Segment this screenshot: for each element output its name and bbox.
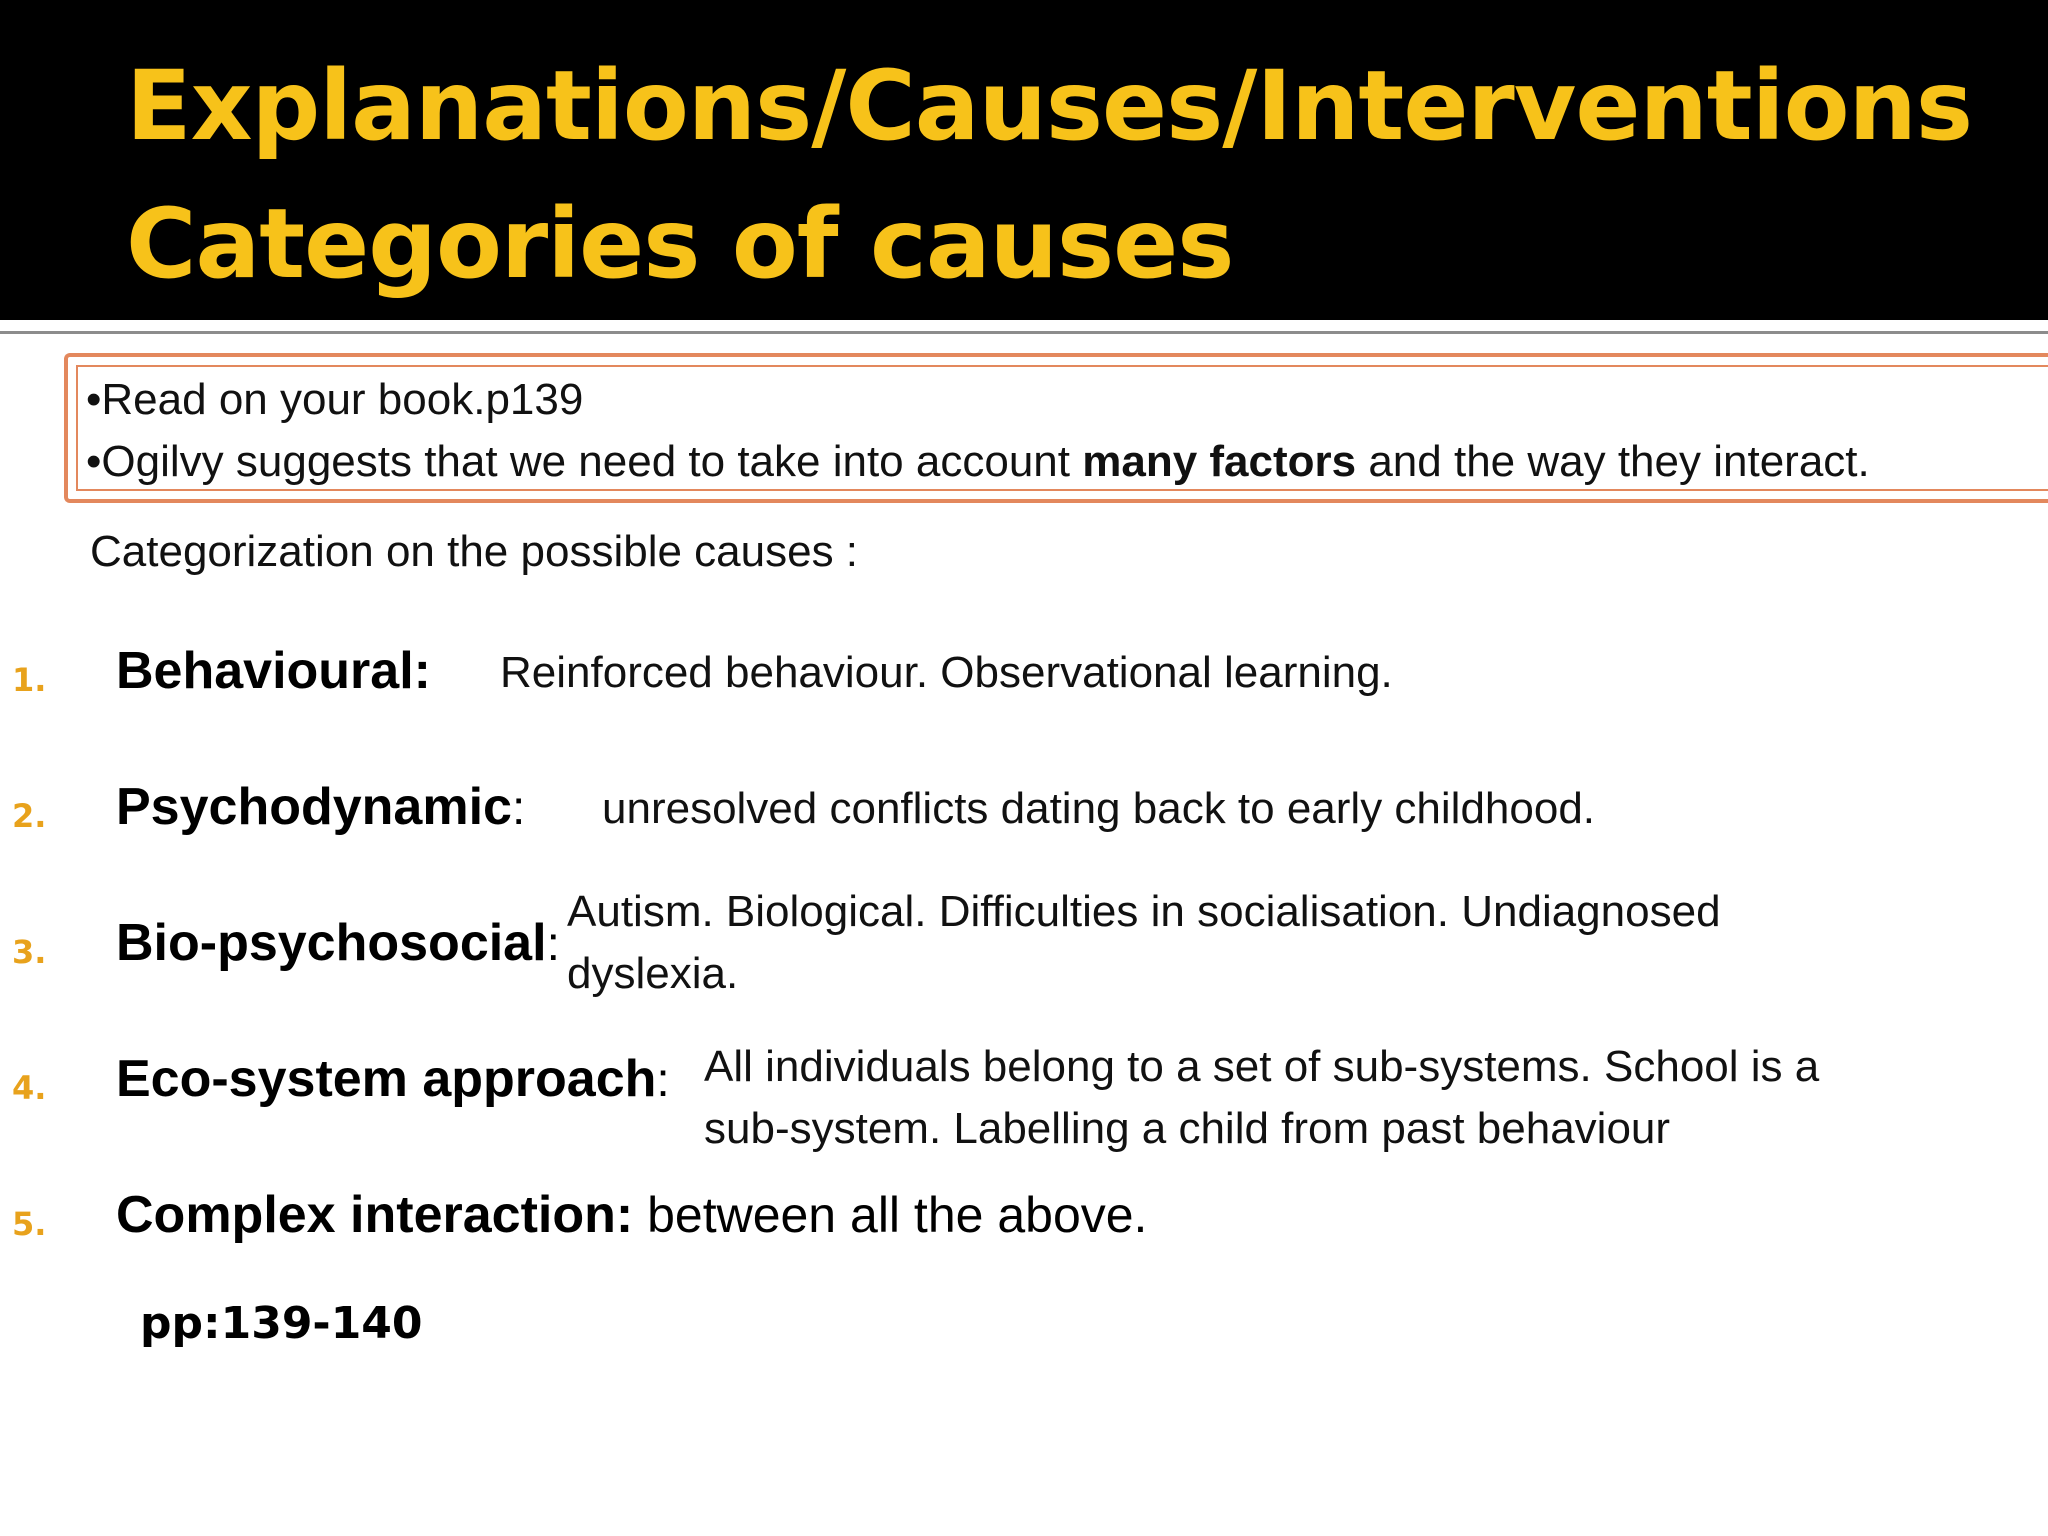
list-description-eco-system-approach — [704, 1036, 1819, 1160]
description-line-1: Reinforced behaviour. Observational learning. — [500, 648, 1393, 697]
description-line-1: Autism. Biological. Difficulties in socialisation. Undiagnosed — [567, 887, 1721, 936]
list-number-5: 5. — [12, 1205, 47, 1243]
reading-note-emphasis: many factors — [1082, 437, 1357, 486]
slide-title-line-2: Categories of causes — [126, 188, 1234, 300]
list-term-bio-psychosocial — [116, 914, 560, 972]
list-description-complex-interaction: between all the above. — [633, 1187, 1148, 1243]
reading-note-line-2 — [86, 437, 1870, 486]
list-number-2: 2. — [12, 797, 47, 835]
title-bar — [0, 0, 2048, 320]
reading-note-text-end: and the way they interact. — [1356, 437, 1870, 486]
list-number-4: 4. — [12, 1069, 47, 1107]
list-term-eco-system-approach — [116, 1050, 670, 1108]
list-term-colon: : — [546, 918, 560, 971]
list-description-behavioural — [500, 642, 1393, 704]
list-term-text: Psychodynamic — [116, 778, 512, 836]
list-term-text: Bio-psychosocial — [116, 914, 547, 972]
list-description-bio-psychosocial — [567, 881, 1721, 1005]
page-reference: pp:139-140 — [140, 1298, 423, 1349]
list-term-psychodynamic — [116, 778, 526, 836]
list-number-1: 1. — [12, 661, 47, 699]
list-term-colon: : — [656, 1054, 670, 1107]
list-description-psychodynamic — [602, 778, 1595, 840]
list-term-text: Behavioural: — [116, 642, 431, 700]
description-line-1: All individuals belong to a set of sub-systems. School is a — [704, 1042, 1820, 1091]
list-term-complex-interaction — [116, 1186, 1148, 1244]
list-term-behavioural — [116, 642, 431, 700]
description-line-2: sub-system. Labelling a child from past behaviour — [704, 1104, 1671, 1153]
reading-note-text-start: •Ogilvy suggests that we need to take into account — [86, 437, 1083, 486]
description-line-1: unresolved conflicts dating back to early childhood. — [602, 784, 1596, 833]
list-term-text: Eco-system approach — [116, 1050, 657, 1108]
header-divider-line — [0, 331, 2048, 334]
description-line-2: dyslexia. — [567, 949, 739, 998]
list-number-3: 3. — [12, 933, 47, 971]
reading-note-line-1: •Read on your book.p139 — [86, 375, 584, 424]
list-term-text: Complex interaction: — [116, 1186, 634, 1244]
header-divider — [0, 320, 2048, 328]
slide-title-line-1: Explanations/Causes/Interventions — [126, 50, 1973, 162]
categorization-intro: Categorization on the possible causes : — [90, 527, 859, 576]
list-term-colon: : — [511, 782, 526, 835]
